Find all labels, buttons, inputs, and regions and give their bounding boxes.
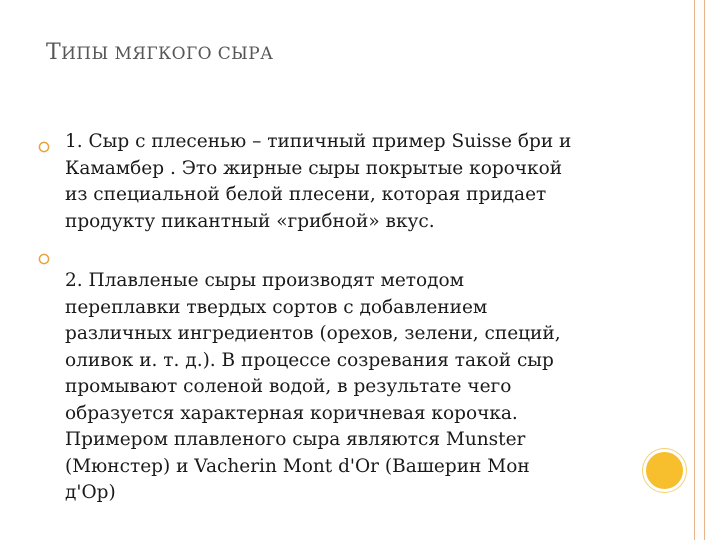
title-first-letter: Т bbox=[46, 40, 62, 65]
bullet-text-1: 1. Сыр с плесенью – типичный пример Suisse бри и Камамбер . Это жирные сыры покрытые корочкой из специальной белой плесени, которая придает продукту пикантный «грибной» вкус. bbox=[65, 131, 572, 232]
circle-bullet-icon bbox=[38, 253, 50, 265]
slide-title bbox=[46, 40, 646, 65]
circle-bullet-icon bbox=[38, 141, 50, 153]
bullet-text-2: 2. Плавленые сыры производят методом переплавки твердых сортов с добавлением различных ингредиентов (орехов, зелени, специй, оливок и. т. д.). В процессе созревания такой сыр промывают соленой водой, в результате чего образуется характерная коричневая корочка. Примером плавленого сыра являются Munster (Мюнстер) и Vacherin Mont d'Or (Вашерин Мон д'Ор) bbox=[65, 270, 561, 503]
title-rest: ИПЫ МЯГКОГО СЫРА bbox=[61, 44, 274, 64]
decorative-circle bbox=[643, 449, 686, 492]
decorative-frame-border bbox=[694, 0, 705, 540]
